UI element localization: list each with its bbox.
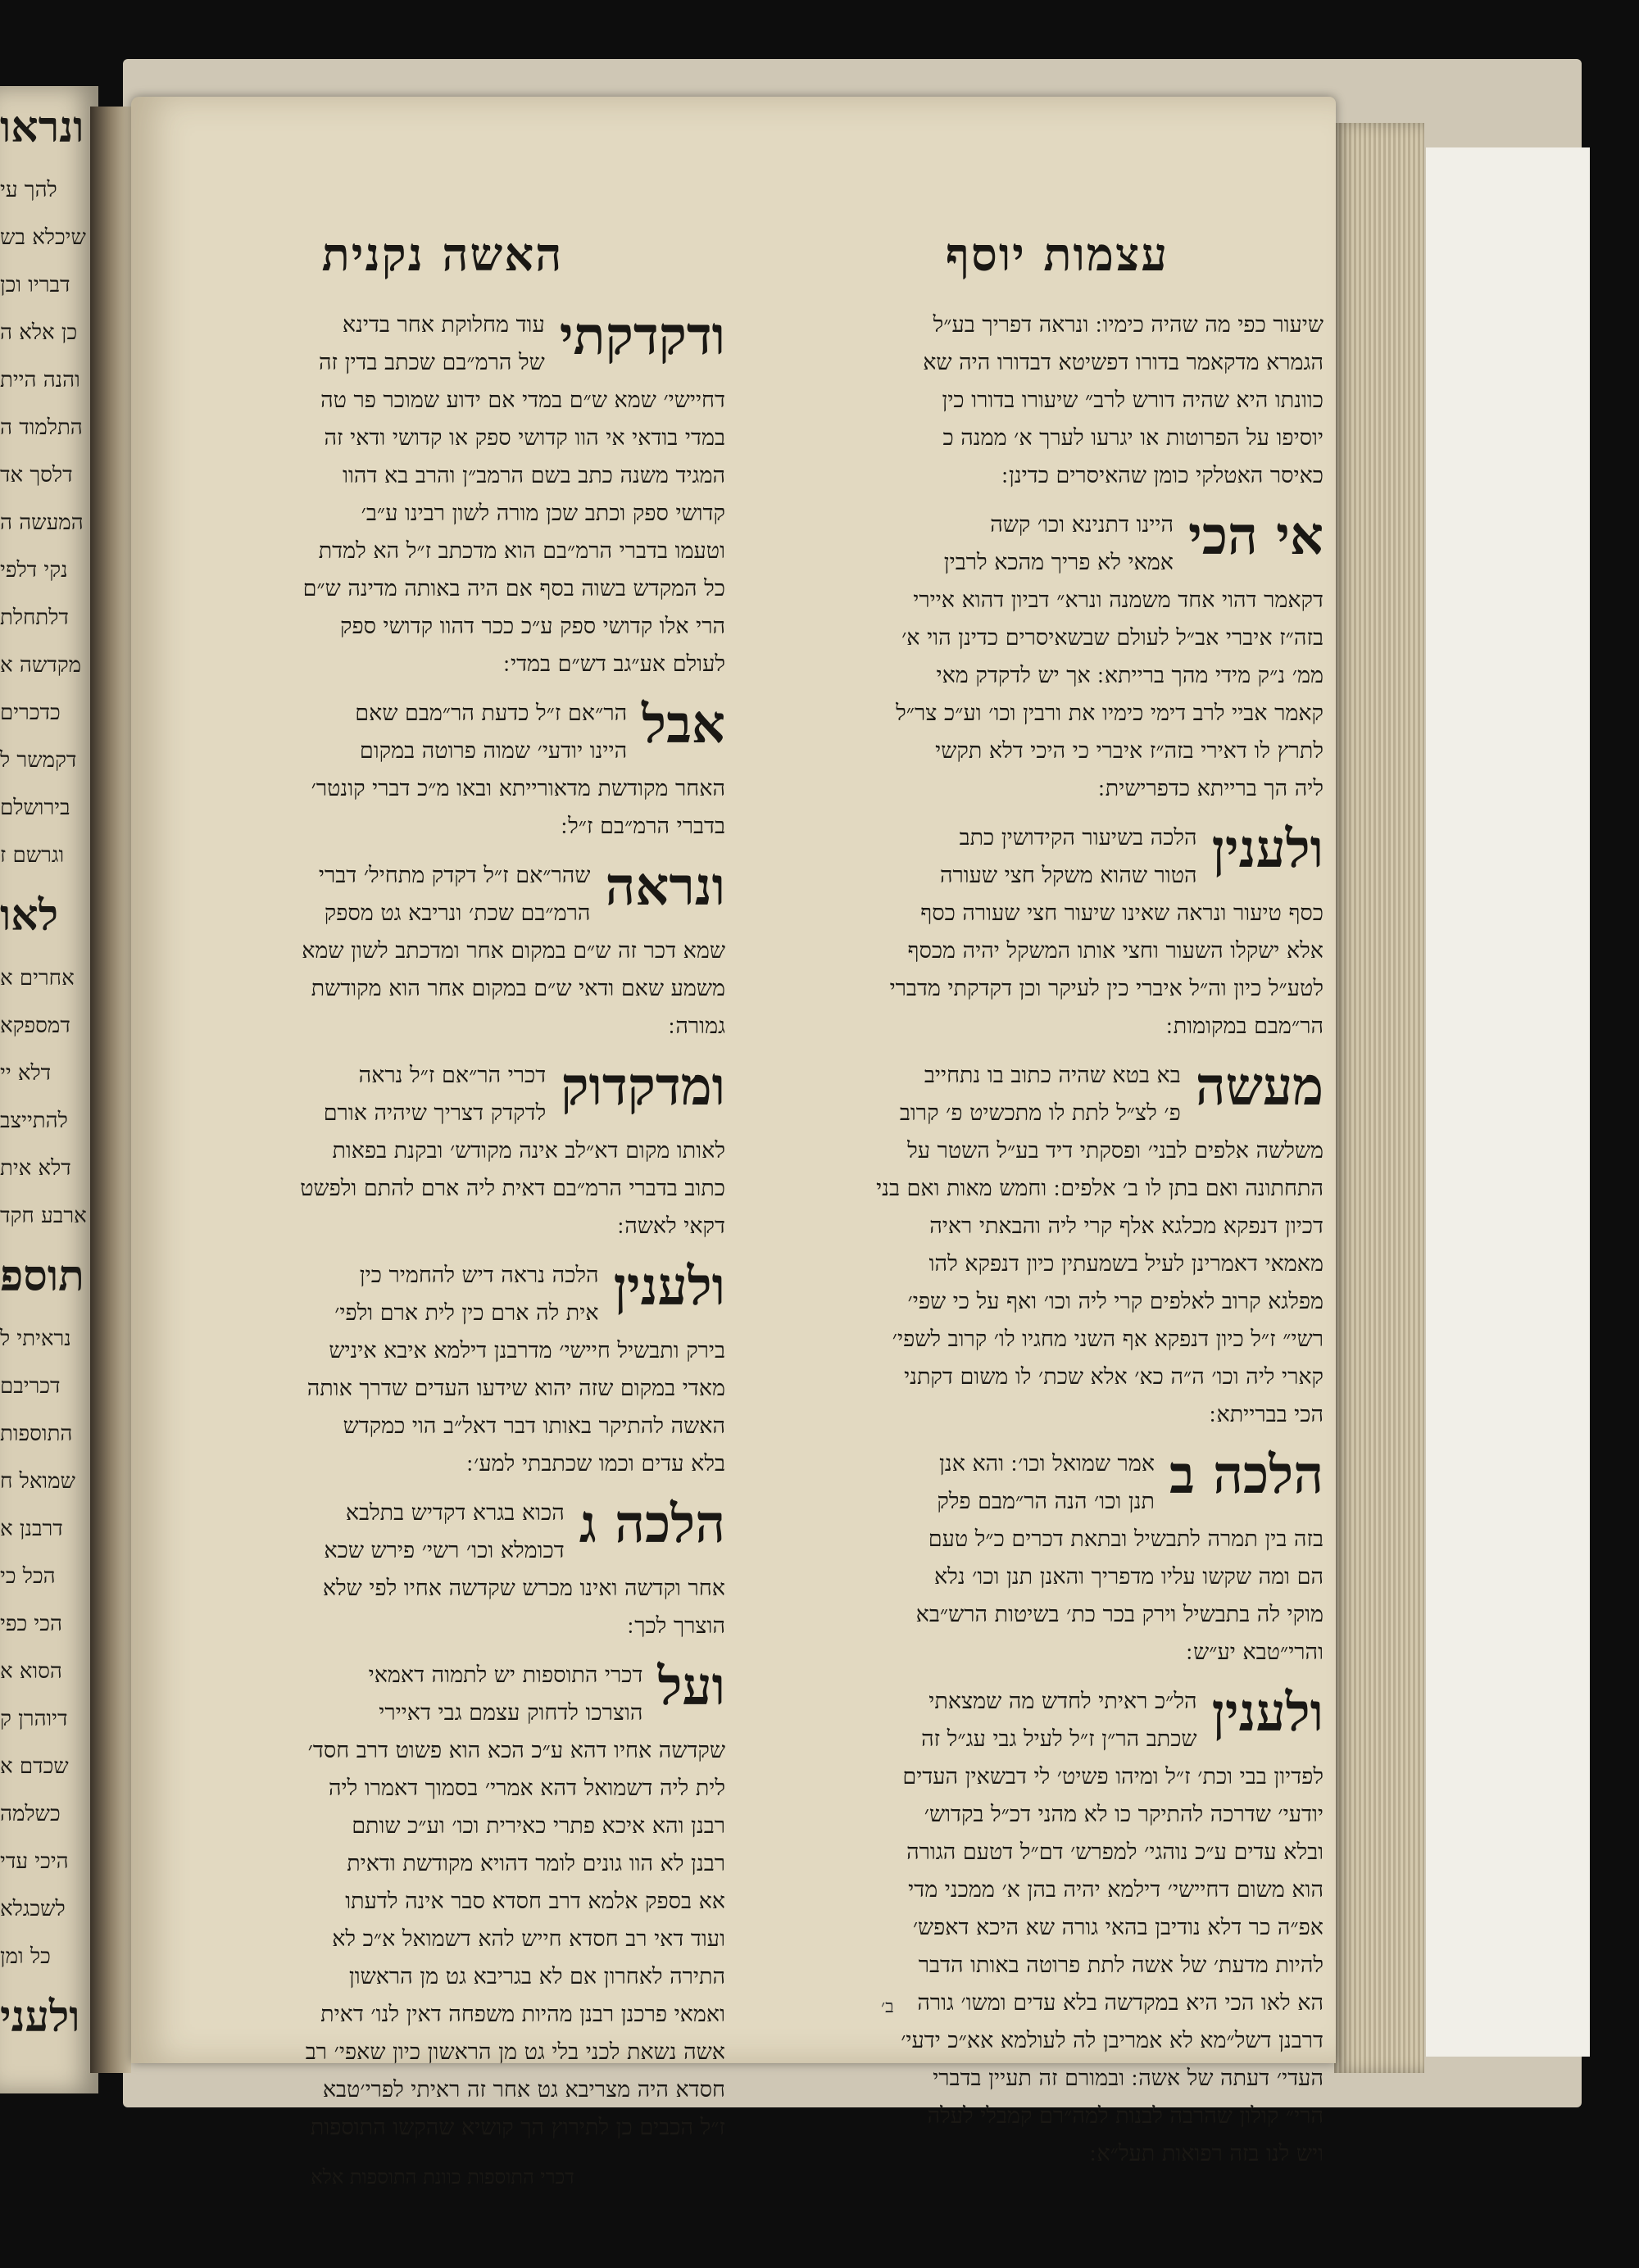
catchword: דכרי התוספות כוונת התוספות אלא <box>311 2166 574 2189</box>
text-line: הגמרא מדקאמר בדורו דפשיטא דבדורו היה שא <box>923 350 1323 375</box>
paragraph-keyword: ולענין <box>1211 1683 1323 1744</box>
leaf-line: שיכלא בש <box>0 225 86 250</box>
text-line: הם ומה שקשו עליו מדפריך והאנן תנן וכו׳ נלא <box>933 1564 1323 1590</box>
paragraph-keyword: מעשה <box>1195 1057 1323 1118</box>
text-line: רשי״ ז״ל כיון דנפקא אף השני מחגיו לו׳ קרוב לשפי׳ <box>892 1327 1323 1352</box>
paragraph-keyword: הלכה ב <box>1169 1445 1323 1506</box>
text-paragraph <box>160 1657 725 2147</box>
text-line: שקדשה אחיו דהא ע״כ הכא הוא פשוט דרב חסד׳ <box>307 1738 725 1763</box>
text-line: רבנן לא הוו גונים לומר דהויא מקודשת ודאית <box>347 1851 725 1876</box>
leaf-heading: ולעני <box>0 1992 80 2042</box>
text-line: בירק ותבשיל חיישי׳ מדרבנן דילמא איבא איניש <box>329 1338 725 1363</box>
text-line: תנן וכו׳ הנה הר״מבם פלק <box>937 1489 1155 1514</box>
leaf-line: דמספקא <box>0 1014 70 1038</box>
text-line: הרי אלו קדושי ספק ע״כ ככר דהוו קדושי ספק <box>340 614 725 639</box>
text-line: לתרץ לו דאירי בזה״ז איברי כי היכי דלא תקשי <box>935 738 1323 764</box>
text-paragraph <box>160 1257 725 1483</box>
text-line: לית ליה דשמואל דהא אמרי׳ בסמוך דאמרו ליה <box>329 1776 725 1801</box>
leaf-heading: ונראו <box>0 102 84 152</box>
text-line: משמע שאם ודאי ש״ם במקום אחר הוא מקודשת <box>311 976 725 1001</box>
text-line: שהר״אם ז״ל דקדק מתחיל׳ דברי <box>318 863 591 888</box>
text-line: קדושי ספק וכתב שכן מורה לשון רבינו ע״ב׳ <box>361 501 725 526</box>
running-head-right: עצמות יוסף <box>945 228 1169 282</box>
text-line: אמאי לא פריך מהכא לרבין <box>943 550 1174 575</box>
text-line: דכרי הר״אם ז״ל נראה <box>358 1063 547 1088</box>
book-gutter <box>90 107 131 2073</box>
text-line: עוד מחלוקת אחר בדינא <box>342 312 545 338</box>
text-line: פ׳ לצ״ל לתת לו מתכשיט פ׳ קרוב <box>899 1100 1181 1126</box>
paragraph-keyword: ולענין <box>1211 819 1323 880</box>
text-line: כתוב בדברי הרמ״בם דאית ליה ארם להתם ולפשט <box>300 1176 725 1201</box>
text-line: אמר שמואל וכו׳ ׃ והא אנן <box>939 1451 1155 1476</box>
text-line: בא בטא שהיה כתוב בו נתחייב <box>924 1063 1181 1088</box>
text-line: וטעמו בדברי הרמ״בם הוא מדכתב ז״ל הא למדת <box>318 538 725 564</box>
text-line: המגיד משנה כתב בשם הרמב״ן והרב בא דהוו <box>343 463 725 488</box>
text-line: לפדיון בבי וכת׳ ז״ל ומיהו פשיט׳ לי דבשאין העדים <box>902 1764 1323 1789</box>
leaf-line: ארבע חקד <box>0 1204 87 1228</box>
text-line: הל״כ ראיתי לחדש מה שמצאתי <box>928 1689 1197 1714</box>
text-paragraph <box>791 306 1323 495</box>
leaf-line: נקי דלפי <box>0 558 68 583</box>
text-line: בזה״ז איברי אב״ל לעולם שבשאיסרים כדינן הוי א׳ <box>901 625 1323 651</box>
leaf-line: הסוא א <box>0 1659 62 1684</box>
text-line: גמורה ׃ <box>668 1014 725 1039</box>
text-line: יוסיפו על הפרוטות או יגרעו לערך א׳ ממנה כ <box>942 425 1323 451</box>
text-line: הלכה בשיעור הקידושין כתב <box>959 825 1197 850</box>
text-line: היינו יודעי׳ שמוה פרוטה במקום <box>359 738 628 764</box>
text-line: ז״ל הכבים כן לתירוץ הך קושיא שהקשו התוספות <box>310 2115 725 2140</box>
text-line: הוצרך לכך ׃ <box>627 1613 725 1639</box>
leaf-heading: לאו <box>0 891 59 941</box>
text-line: אא בספק אלמא דרב חסדא סבר אינה לדעתו <box>345 1889 725 1914</box>
leaf-line: התוספות <box>0 1422 73 1446</box>
left-column-text <box>160 306 725 2147</box>
page-edges <box>1334 123 1424 2073</box>
book-page <box>131 97 1336 2189</box>
text-line: יודעי׳ שדרכה להתיקר כו לא מהני דכ״ל בקדוש׳ <box>924 1802 1323 1827</box>
text-line: ויש לנו בזה רפואות תעל״א ׃ <box>1089 2141 1323 2166</box>
text-line: אחר וקדשה ואינו מכרש שקדשה אחיו לפי שלא <box>322 1576 725 1601</box>
leaf-line: היכי עדי <box>0 1849 69 1874</box>
signature-mark: ב׳ <box>881 1997 894 2017</box>
text-line: התירה לאחרון אם לא בגריבא גט מן הראשון <box>348 1964 725 1989</box>
text-paragraph <box>791 1445 1323 1672</box>
leaf-line: דלא אית <box>0 1156 71 1181</box>
text-line: האחר מקודשת מדאורייתא ובאו מ״כ דברי קונטר׳ <box>311 776 725 801</box>
text-line: הרי״ קולון שהרבה לבנות למה״רם קמבלי לעלה <box>927 2103 1323 2129</box>
text-line: דכיון דנפקא מכלגא אלף קרי ליה והבאתי ראיה <box>929 1213 1323 1239</box>
leaf-line: שמואל ח <box>0 1469 75 1494</box>
leaf-line: והנה היית <box>0 368 80 392</box>
paragraph-keyword: ולענין <box>613 1257 725 1318</box>
text-line: אשה נשאת לכני בלי גט מן הראשון כיון שאפי׳ רב <box>305 2039 725 2065</box>
leaf-line: דלא יי <box>0 1061 52 1086</box>
text-paragraph <box>791 506 1323 808</box>
leaf-line: הכל כי <box>0 1564 56 1589</box>
text-paragraph <box>160 857 725 1046</box>
paragraph-keyword: ודקדקתי <box>559 306 725 367</box>
text-line: במדי בודאי אי הוו קדושי ספק או קדושי ודאי זה <box>324 425 725 451</box>
leaf-line: להתייצב <box>0 1109 68 1133</box>
text-paragraph <box>160 306 725 683</box>
leaf-line: דקמשר ל <box>0 748 77 773</box>
leaf-line: דלתחלת <box>0 606 69 630</box>
leaf-line: שכדם א <box>0 1754 69 1779</box>
text-paragraph <box>791 1057 1323 1434</box>
text-line: של הרמ״בם שכתב בדין זה <box>318 350 545 375</box>
text-line: הלכה נראה דיש להחמיר כין <box>359 1263 599 1288</box>
leaf-line: התלמוד ה <box>0 415 83 440</box>
text-line: דכומלא וכו׳ רשי׳ פירש שכא <box>324 1538 565 1563</box>
text-line: שכתב הר״ן ז״ל לעיל גבי עג״ל זה <box>921 1726 1197 1752</box>
text-line: לאותו מקום דא״לב אינה מקודש׳ ובקנת בפאות <box>332 1138 725 1163</box>
text-line: היינו דתנינא וכו׳ קשה <box>990 512 1174 538</box>
previous-page-fragment <box>0 86 98 2093</box>
leaf-line: נראיתי ל <box>0 1327 71 1351</box>
leaf-line: מקדשה א <box>0 653 82 678</box>
text-line: דכרי התוספות יש לתמוה דאמאי <box>368 1662 643 1688</box>
text-line: לטע״ל כיון וה״ל איברי כין לעיקר וכן דקדקתי מדברי <box>889 976 1323 1001</box>
text-paragraph <box>160 1057 725 1245</box>
right-column-text <box>791 306 1323 2173</box>
leaf-line: דרבנן א <box>0 1517 63 1541</box>
right-column <box>791 228 1323 2184</box>
text-line: כאיסר האטלקי כומן שהאיסרים כדינן ׃ <box>1001 463 1323 488</box>
text-line: אית לה ארם כין לית ארם ולפי׳ <box>334 1300 599 1326</box>
paragraph-keyword: הלכה ג <box>579 1495 725 1555</box>
text-line: רבנן והא איכא פתרי כאירית וכו׳ וע״כ שותם <box>352 1813 725 1839</box>
leaf-line: כדכרים <box>0 701 61 725</box>
leaf-line: דכריבם <box>0 1374 61 1399</box>
text-line: מפלגא קרוב לאלפים קרי ליה וכו׳ ואף על כי שפי׳ <box>907 1289 1323 1314</box>
text-line: ואמאי פרכנן רבנן מהיות משפחה דאין לנו׳ דאית <box>320 2002 725 2027</box>
leaf-line: אחרים א <box>0 966 75 991</box>
text-line: להיות מדעת׳ של אשה לתת פרוטה באותו הדבר <box>918 1953 1323 1978</box>
text-line: אפ״ה כר דלא נודיבן בהאי גורה שא היכא דאפש׳ <box>912 1915 1323 1940</box>
text-line: הוצרכו לדחוק עצמם גבי דאיירי <box>379 1700 643 1726</box>
paragraph-keyword: ומדקדוק <box>561 1057 725 1118</box>
leaf-line: בירושלם <box>0 796 70 820</box>
text-line: דרבנן דשל״מא לא אמריבן לה לעולמא אא״כ ידעי׳ <box>901 2028 1323 2053</box>
text-paragraph <box>791 1683 1323 2173</box>
text-line: שמא דכר זה ש״ם במקום אחר ומדכתב לשון שמא <box>302 938 725 964</box>
text-line: הכי בברייתא ׃ <box>1209 1402 1323 1427</box>
text-paragraph <box>160 1495 725 1645</box>
text-line: משלשה אלפים לבני׳ ופסקתי דיד בע״ל השטר על <box>907 1138 1323 1163</box>
text-line: כל המקדש בשוה בסף אם היה באותה מדינה ש״ם <box>302 576 725 601</box>
leaf-line: וגרשם ז <box>0 843 65 868</box>
text-line: קארי ליה וכו׳ ה״ה כא׳ אלא שכת׳ לו משום דקתני <box>904 1364 1323 1390</box>
paragraph-keyword: אי הכי <box>1187 506 1323 567</box>
text-paragraph <box>791 819 1323 1046</box>
text-line: מאמאי דאמרינן לעיל בשמעתין כיון דנפקא להו <box>928 1251 1323 1277</box>
paper-insert <box>1426 147 1590 2057</box>
text-line: דחיישי׳ שמא ש״ם במדי אם ידוע שמוכר פר טה <box>320 388 725 413</box>
text-line: לעולם אע״גב דש״ם במדי ׃ <box>503 651 725 677</box>
leaf-line: כשלמה <box>0 1802 61 1826</box>
leaf-line: דיוהרן ק <box>0 1707 68 1731</box>
text-line: והרי״טבא יע״ש ׃ <box>1186 1640 1323 1665</box>
leaf-line: לשכגלא <box>0 1897 66 1921</box>
text-line: כסף טיעור ונראה שאינו שיעור חצי שעורה כסף <box>920 900 1323 926</box>
text-line: דקאי לאשה ׃ <box>617 1213 725 1239</box>
leaf-line: דבריו וכן <box>0 273 70 297</box>
text-line: הר״אם ז״ל כדעת הר״מבם שאם <box>355 701 628 726</box>
text-line: מאדי במקום שזה יהוא שידעו העדים שדרך אותה <box>306 1376 725 1401</box>
text-line: העדי׳ דעתה של אשה ׃ ובמורם זה תעיין בדברי <box>933 2066 1323 2091</box>
text-line: הר״מבם במקומות ׃ <box>1166 1014 1323 1039</box>
text-line: חסדא היה מצריבא גט אחר זה ראיתי לפרי׳טבא <box>322 2077 725 2102</box>
text-line: כוונתו היא שהיה דורש לרב״ שיעורו בדורו כין <box>942 388 1323 413</box>
running-head-left: האשה נקנית <box>321 228 564 282</box>
paragraph-keyword: אבל <box>642 695 725 755</box>
leaf-line: כן אלא ה <box>0 320 78 345</box>
text-line: אלא ישקלו השעור וחצי אותו המשקל יהיה מכסף <box>907 938 1323 964</box>
paragraph-keyword: ועל <box>657 1657 725 1717</box>
text-line: ליה הך ברייתא כדפרישית ׃ <box>1098 776 1323 801</box>
text-line: האשה להתיקר באותו דבר דאל״ב הוי כמקדש <box>343 1413 725 1439</box>
text-line: ובלא עדים ע״כ נוהגי׳ למפרש׳ דם״ל דטעם הגורה <box>906 1839 1323 1865</box>
leaf-line: הכי כפי <box>0 1612 62 1636</box>
text-line: קאמר אביי לרב דימי כימיו את ורבין וכו׳ וע״כ צר״ל <box>896 701 1323 726</box>
text-line: ממ׳ נ״ק מידי מהך ברייתא ׃ אך יש לדקדק מאי <box>936 663 1323 688</box>
leaf-line: כל ומן <box>0 1944 51 1969</box>
text-line: הרמ״בם שכת׳ ונריבא גט מספק <box>324 900 591 926</box>
text-line: הוא משום דחיישי׳ דילמא יהיה בהן א׳ ממכני מדי <box>908 1877 1323 1903</box>
leaf-heading: תוספ <box>0 1251 84 1301</box>
text-line: ועוד דאי רב חסדא חייש להא דשמואל א״כ לא <box>332 1926 725 1952</box>
text-line: שיעור כפי מה שהיה כימיו ׃ ונראה דפריך בע״ל <box>933 312 1323 338</box>
text-line: בלא עדים וכמו שכתבתי למע׳ ׃ <box>466 1451 725 1476</box>
text-line: הא לאו הכי היא במקדשה בלא עדים ומשו׳ גורה <box>917 1990 1323 2016</box>
left-column <box>160 228 725 2196</box>
leaf-line: להך עי <box>0 178 57 202</box>
text-line: דקאמר דהוי אחד משמנה ונרא״ דביון דהוא איירי <box>913 587 1323 613</box>
leaf-line: המעשה ה <box>0 510 84 535</box>
text-line: הטור שהוא משקל חצי שעורה <box>939 863 1197 888</box>
text-line: מוקי לה בתבשיל וירק בכר כת׳ בשיטות הרש״בא <box>915 1602 1323 1627</box>
text-line: הכוא בגרא דקדיש בתלבא <box>345 1500 565 1526</box>
text-line: התחתונה ואם בתן לו ב׳ אלפים ׃ וחמש מאות ואם בני <box>876 1176 1323 1201</box>
text-line: לדקדק דצריך שיהיה אורם <box>323 1100 547 1126</box>
leaf-line: דלסך אד <box>0 463 73 488</box>
text-line: בדברי הרמ״בם ז״ל ׃ <box>561 814 725 839</box>
text-line: בזה בין תמרה לתבשיל ובתאת דכרים כ״ל טעם <box>928 1526 1323 1552</box>
text-paragraph <box>160 695 725 846</box>
paragraph-keyword: ונראה <box>605 857 725 918</box>
